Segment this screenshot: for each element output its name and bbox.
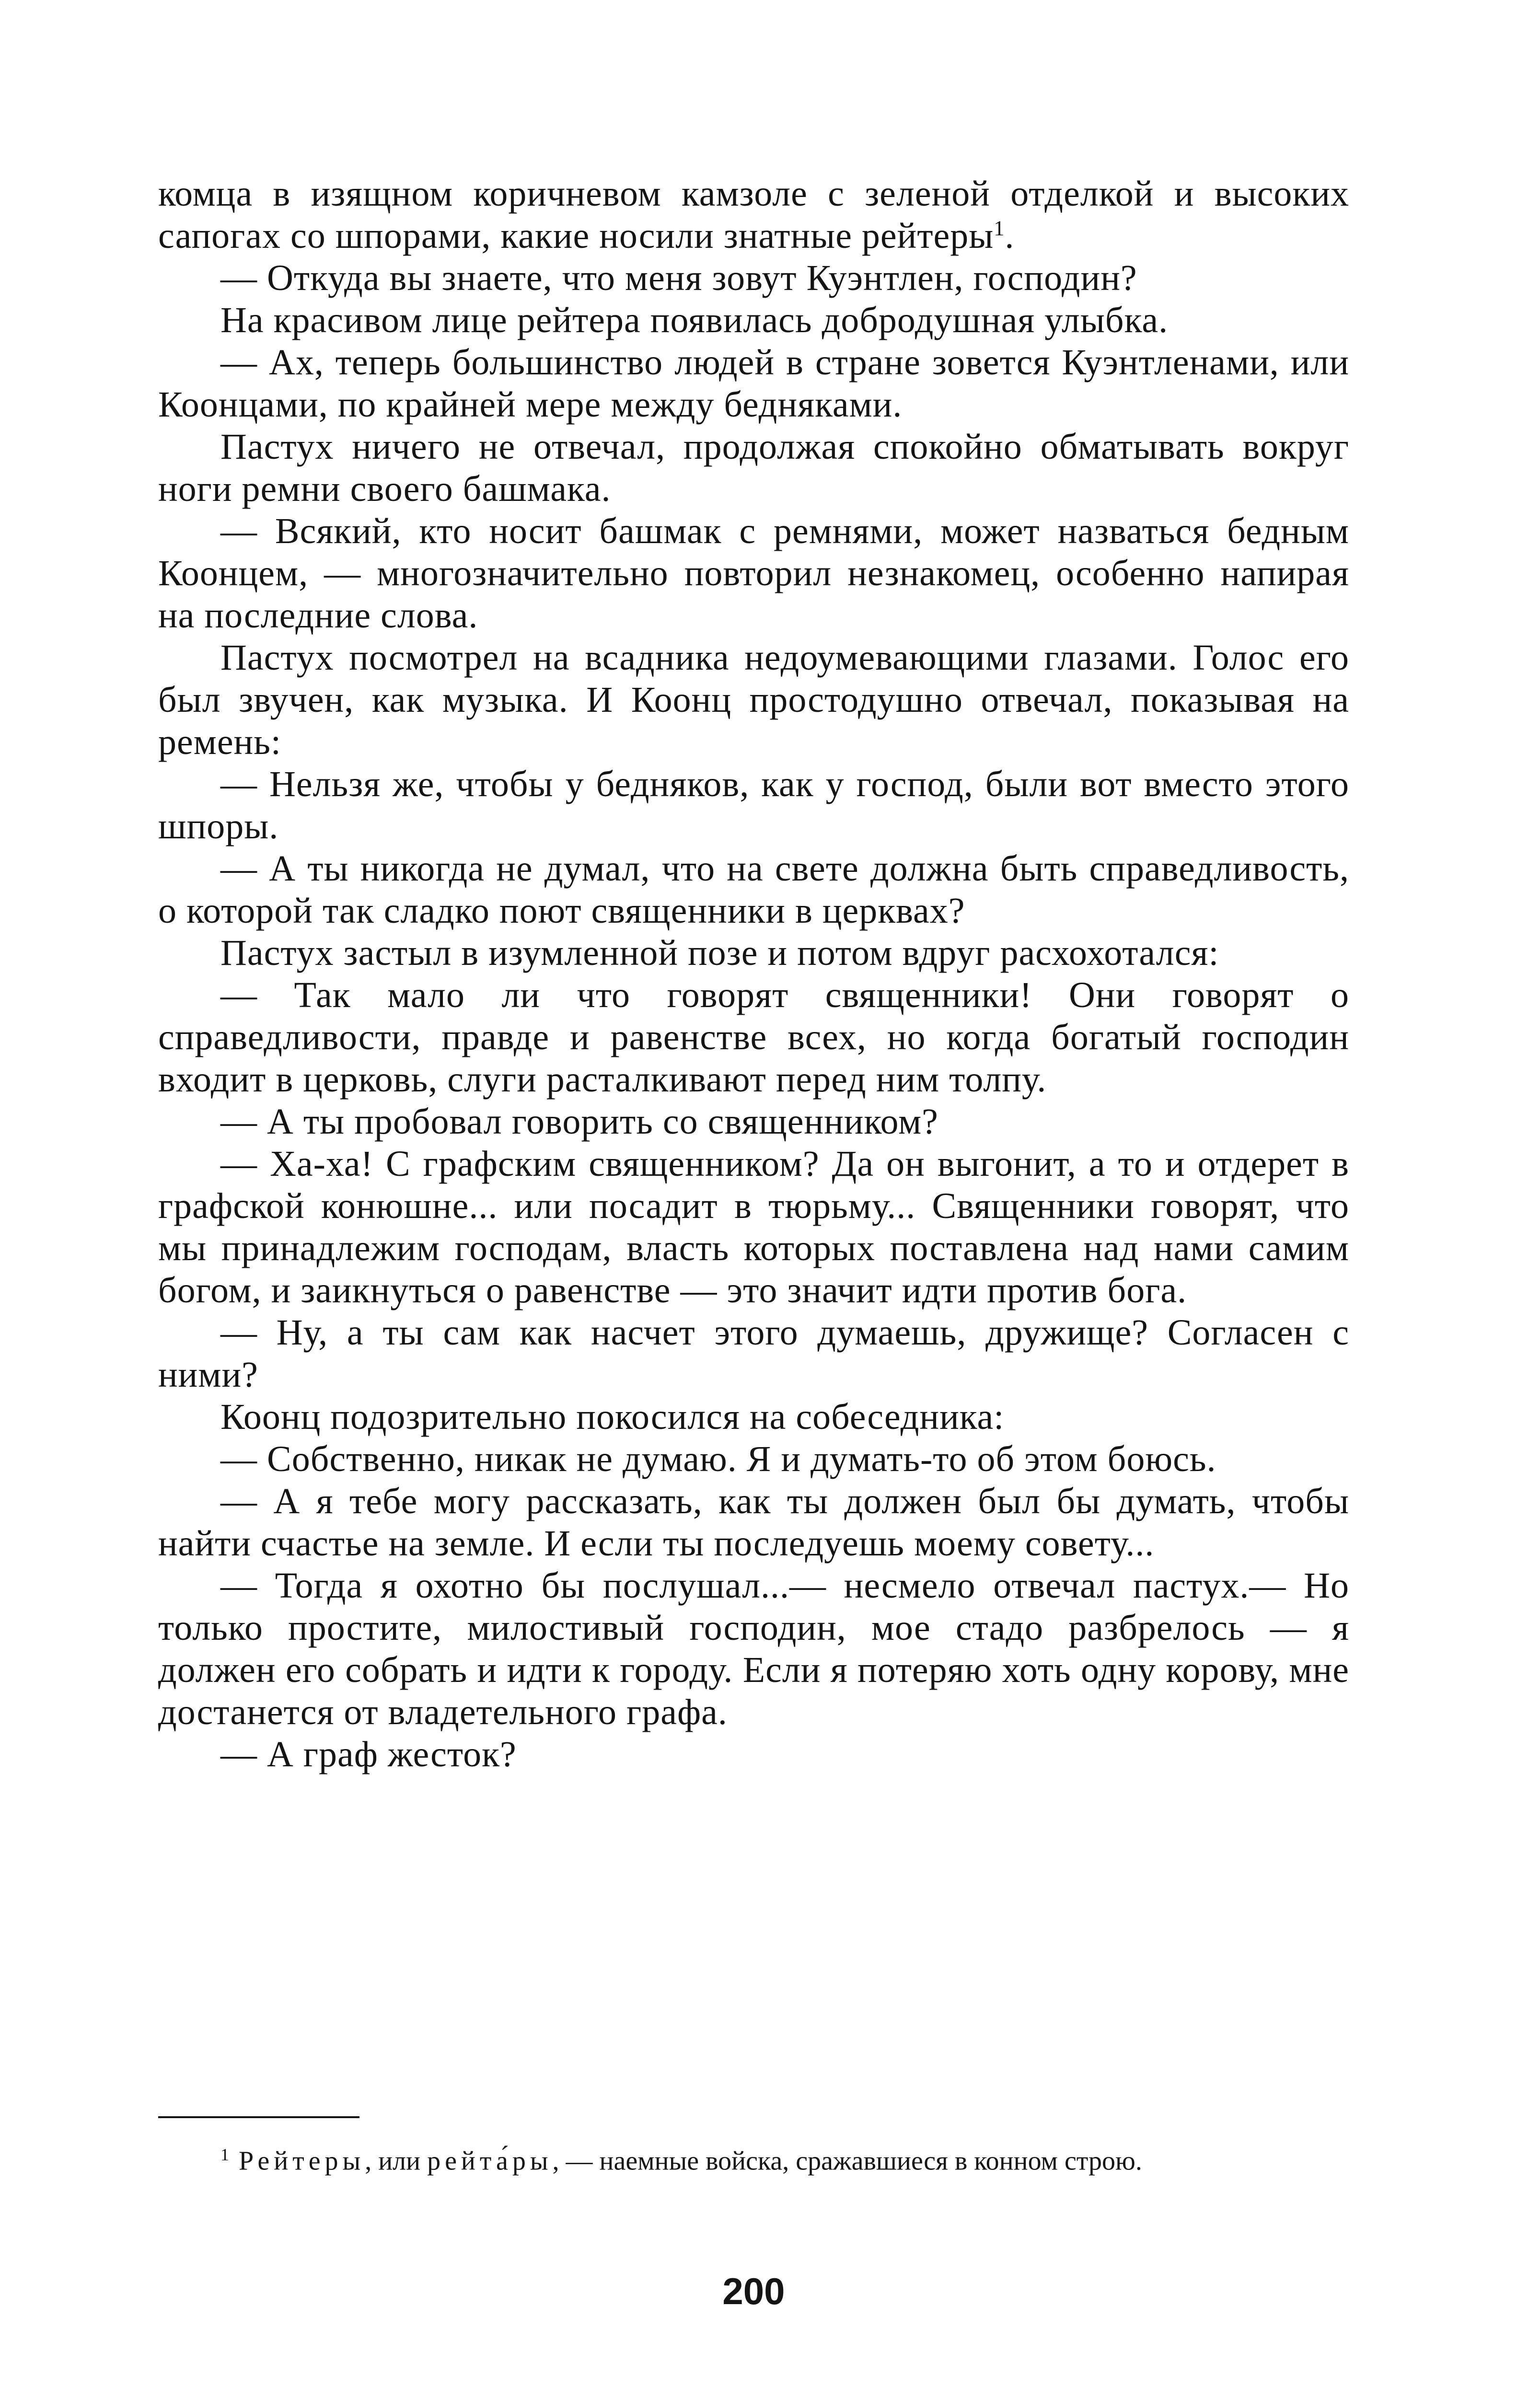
paragraph: — Собственно, никак не думаю. Я и думать-то об этом боюсь.: [220, 1439, 1216, 1479]
paragraph: — А ты пробовал говорить со священником?: [220, 1101, 938, 1142]
paragraph: — Всякий, кто носит башмак с ремнями, может назваться бедным Коонцем, — многозначительно повторил незнакомец, особенно напирая на последние слова.: [158, 511, 1349, 636]
footnote-reference: 1: [994, 216, 1005, 240]
paragraph: Коонц подозрительно покосился на собеседника:: [220, 1397, 1005, 1437]
book-page: [158, 173, 1349, 2320]
paragraph: — Ах, теперь большинство людей в стране зовется Куэнтленами, или Коонцами, по крайней мере между бедняками.: [158, 342, 1349, 425]
footnote: [158, 2138, 1349, 2178]
paragraph: На красивом лице рейтера появилась добродушная улыбка.: [220, 300, 1169, 340]
paragraph: комца в изящном коричневом камзоле с зеленой отделкой и высоких сапогах со шпорами, какие носили знатные рейтеры$^1$.: [158, 174, 1349, 256]
paragraph-text: комца в изящном коричневом камзоле с зеленой отделкой и высоких сапогах со шпорами, какие носили знатные рейтеры: [158, 174, 1349, 256]
paragraph: Пастух ничего не отвечал, продолжая спокойно обматывать вокруг ноги ремни своего башмака.: [158, 427, 1349, 509]
paragraph: — Ха-ха! С графским священником? Да он выгонит, а то и отдерет в графской конюшне... или посадит в тюрьму... Священники говорят, что мы принадлежим господам, власть которых поставлена над нами самим богом, и заикнуться о равенстве — это значит идти против бога.: [158, 1144, 1349, 1310]
footnote-number: 1: [220, 2145, 229, 2164]
paragraph: — А я тебе могу рассказать, как ты должен был бы думать, чтобы найти счастье на земле. И если ты последуешь моему совету...: [158, 1481, 1349, 1564]
paragraph: — Откуда вы знаете, что меня зовут Куэнтлен, господин?: [220, 258, 1137, 298]
footnote-term: Рейтеры: [239, 2146, 365, 2176]
page-number: 200: [722, 2270, 785, 2312]
body-text: [158, 173, 1349, 1775]
paragraph: Пастух застыл в изумленной позе и потом вдруг расхохотался:: [220, 933, 1219, 973]
footnote-definition: , — наемные войска, сражавшиеся в конном строю.: [552, 2146, 1142, 2176]
footnote-divider: [158, 2116, 359, 2118]
paragraph: — Нельзя же, чтобы у бедняков, как у господ, были вот вместо этого шпоры.: [158, 764, 1349, 846]
paragraph: — Ну, а ты сам как насчет этого думаешь, дружище? Согласен с ними?: [158, 1312, 1349, 1395]
paragraph: — А граф жесток?: [220, 1734, 517, 1774]
paragraph: — Так мало ли что говорят священники! Они говорят о справедливости, правде и равенстве всех, но когда богатый господин входит в церковь, слуги расталкивают перед ним толпу.: [158, 975, 1349, 1100]
paragraph: — Тогда я охотно бы послушал...— несмело отвечал пастух.— Но только простите, милостивый господин, мое стадо разбрелось — я должен его собрать и идти к городу. Если я потеряю хоть одну корову, мне достанется от владетельного графа.: [158, 1565, 1349, 1732]
footnote-conjunction: , или: [365, 2146, 421, 2176]
paragraph: Пастух посмотрел на всадника недоумевающими глазами. Голос его был звучен, как музыка. И Коонц простодушно отвечал, показывая на ремень:: [158, 638, 1349, 762]
footnote-term-variant: рейта́ры: [427, 2146, 553, 2176]
paragraph: — А ты никогда не думал, что на свете должна быть справедливость, о которой так сладко поют священники в церквах?: [158, 848, 1349, 931]
